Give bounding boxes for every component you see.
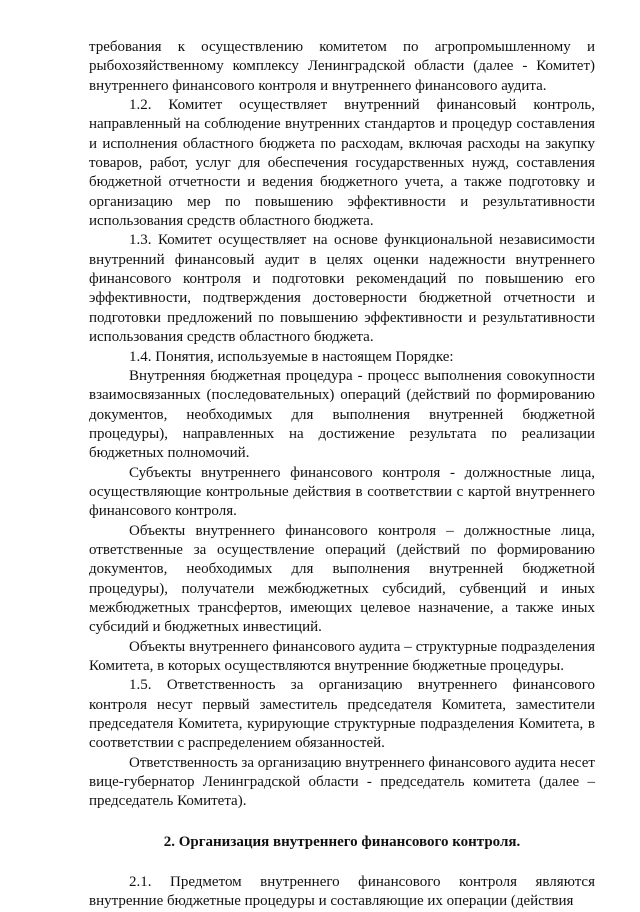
spacer	[89, 812, 595, 833]
definition-audit-objects: Объекты внутреннего финансового аудита – структурные подразделения Комитета, в которых осуществляются внутренние бюджетные процедуры.	[89, 638, 595, 674]
paragraph-2-1: 2.1. Предметом внутреннего финансового контроля являются внутренние бюджетные процедуры и составляющие их операции (действия	[89, 874, 595, 910]
paragraph-1-3: 1.3. Комитет осуществляет на основе функциональной независимости внутренний финансовый аудит в целях оценки надежности внутреннего финансового контроля и подготовки рекомендаций по повышению его эффективности, подтверждения достоверности бюджетной отчетности и подготовки предложений по повышению эффективности и результативности использования средств областного бюджета.	[89, 232, 595, 346]
definition-control-objects: Объекты внутреннего финансового контроля – должностные лица, ответственные за осуществление операций (действий по формированию документов, необходимых для выполнения внутренней бюджетной процедуры), получатели межбюджетных субсидий, субвенций и иных межбюджетных трансфертов, имеющих целевое назначение, а также иных субсидий и бюджетных инвестиций.	[89, 522, 595, 636]
paragraph-1-5: 1.5. Ответственность за организацию внутреннего финансового контроля несут первый заместитель председателя Комитета, заместители председателя Комитета, курирующие структурные подразделения Комитета, в соответствии с распределением обязанностей.	[89, 677, 595, 752]
definition-control-subjects: Субъекты внутреннего финансового контроля - должностные лица, осуществляющие контрольные действия в соответствии с картой внутреннего финансового контроля.	[89, 464, 595, 520]
definition-budget-procedure: Внутренняя бюджетная процедура - процесс выполнения совокупности взаимосвязанных (последовательных) операций (действий по формированию документов, необходимых для выполнения внутренней бюджетной процедуры), направленных на достижение результата по реализации бюджетных полномочий.	[89, 367, 595, 462]
paragraph-audit-responsibility: Ответственность за организацию внутреннего финансового аудита несет вице-губернатор Ленинградской области - председатель комитета (далее – председатель Комитета).	[89, 754, 595, 810]
paragraph-continuation: требования к осуществлению комитетом по агропромышленному и рыбохозяйственному комплексу Ленинградской области (далее - Комитет) внутреннего финансового контроля и внутреннего финансового аудита.	[89, 39, 595, 94]
document-page	[89, 38, 595, 912]
spacer	[89, 852, 595, 873]
section-heading: 2. Организация внутреннего финансового контроля.	[163, 833, 521, 850]
paragraph-1-2: 1.2. Комитет осуществляет внутренний финансовый контроль, направленный на соблюдение внутренних стандартов и процедур составления и исполнения областного бюджета по расходам, включая расходы на закупку товаров, работ, услуг для обеспечения государственных нужд, составления бюджетной отчетности и ведения бюджетного учета, а также подготовку и организацию мер по повышению эффективности и результативности использования средств областного бюджета.	[89, 97, 595, 230]
paragraph-1-4: 1.4. Понятия, используемые в настоящем Порядке:	[129, 348, 454, 365]
